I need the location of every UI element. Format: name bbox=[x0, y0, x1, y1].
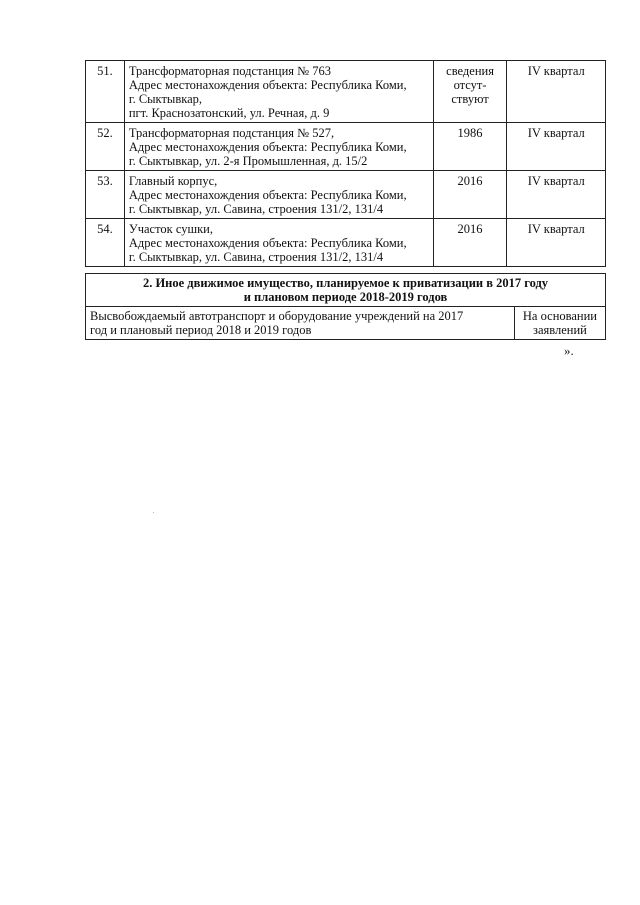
privatization-quarter: IV квартал bbox=[507, 123, 606, 171]
object-year bbox=[433, 61, 507, 123]
object-name: Главный корпус, bbox=[128, 174, 218, 188]
object-name: Трансформаторная подстанция № 527, bbox=[128, 126, 335, 140]
year-line: 1986 bbox=[457, 126, 483, 140]
section-title-line: и плановом периоде 2018-2019 годов bbox=[243, 290, 448, 304]
table-row bbox=[86, 307, 606, 340]
table-row bbox=[86, 123, 606, 171]
row-number: 51. bbox=[86, 61, 125, 123]
movable-description-line: Высвобождаемый автотранспорт и оборудование учреждений на 2017 bbox=[90, 309, 464, 323]
object-year bbox=[433, 123, 507, 171]
year-line: 2016 bbox=[457, 174, 483, 188]
row-number: 53. bbox=[86, 171, 125, 219]
privatization-quarter: IV квартал bbox=[507, 171, 606, 219]
basis-line: На основании bbox=[522, 309, 597, 323]
table-row bbox=[86, 171, 606, 219]
year-line: сведения bbox=[446, 64, 494, 78]
row-number: 54. bbox=[86, 219, 125, 267]
year-line: отсут- bbox=[453, 78, 487, 92]
object-description bbox=[124, 219, 433, 267]
object-description bbox=[124, 61, 433, 123]
basis-line: заявлений bbox=[533, 323, 587, 337]
year-line: ствуют bbox=[451, 92, 489, 106]
section-title bbox=[86, 274, 606, 307]
privatization-basis bbox=[514, 307, 605, 340]
table-row bbox=[86, 219, 606, 267]
object-address-line: г. Сыктывкар, ул. Савина, строения 131/2, 131/4 bbox=[128, 202, 384, 216]
object-address-line: г. Сыктывкар, ул. 2-я Промышленная, д. 15/2 bbox=[128, 154, 368, 168]
object-name: Участок сушки, bbox=[128, 222, 213, 236]
object-address-line: Адрес местонахождения объекта: Республика Коми, bbox=[128, 188, 407, 202]
objects-table bbox=[85, 60, 606, 267]
object-description bbox=[124, 123, 433, 171]
privatization-quarter: IV квартал bbox=[507, 61, 606, 123]
year-line: 2016 bbox=[457, 222, 483, 236]
movable-description-line: год и плановый период 2018 и 2019 годов bbox=[90, 323, 312, 337]
object-address-line: Адрес местонахождения объекта: Республика Коми, bbox=[128, 140, 407, 154]
object-year bbox=[433, 219, 507, 267]
object-name: Трансформаторная подстанция № 763 bbox=[128, 64, 331, 78]
row-number: 52. bbox=[86, 123, 125, 171]
section-title-line: 2. Иное движимое имущество, планируемое к приватизации в 2017 году bbox=[142, 276, 549, 290]
object-address-line: пгт. Краснозатонский, ул. Речная, д. 9 bbox=[128, 106, 330, 120]
object-address-line: Адрес местонахождения объекта: Республика Коми, bbox=[128, 78, 407, 92]
movable-description bbox=[86, 307, 515, 340]
scan-speck bbox=[153, 512, 154, 513]
section-header-row bbox=[86, 274, 606, 307]
object-address-line: Адрес местонахождения объекта: Республика Коми, bbox=[128, 236, 407, 250]
privatization-quarter: IV квартал bbox=[507, 219, 606, 267]
object-year bbox=[433, 171, 507, 219]
object-address-line: г. Сыктывкар, ул. Савина, строения 131/2, 131/4 bbox=[128, 250, 384, 264]
object-address-line: г. Сыктывкар, bbox=[128, 92, 203, 106]
table-row bbox=[86, 61, 606, 123]
closing-quote-mark: ». bbox=[564, 343, 574, 358]
movable-property-table bbox=[85, 273, 606, 340]
object-description bbox=[124, 171, 433, 219]
